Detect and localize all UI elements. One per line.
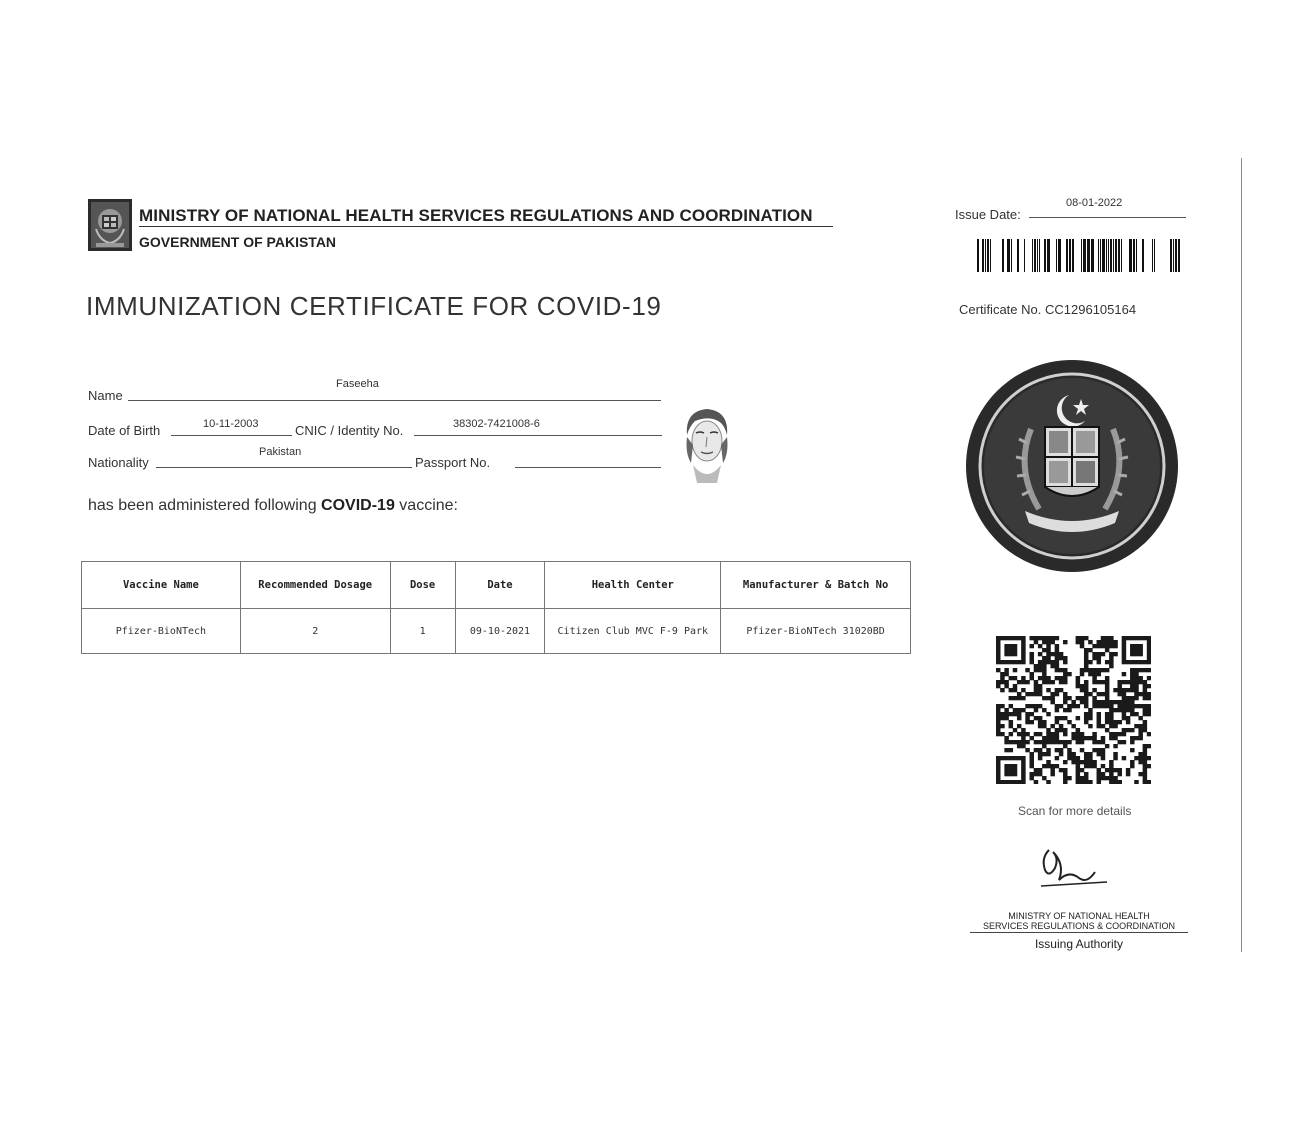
ministry-underline [139, 226, 833, 227]
qr-code [996, 636, 1151, 784]
header-manufacturer-batch: Manufacturer & Batch No [721, 562, 911, 609]
dob-value: 10-11-2003 [203, 418, 259, 430]
authority-line1: MINISTRY OF NATIONAL HEALTH [1008, 911, 1150, 921]
certificate-number [959, 302, 1136, 317]
administered-statement [88, 497, 458, 515]
certificate-title: IMMUNIZATION CERTIFICATE FOR COVID-19 [86, 291, 662, 321]
vaccine-table [81, 561, 911, 654]
nationality-value: Pakistan [259, 446, 302, 458]
barcode [977, 239, 1181, 272]
cnic-line [414, 435, 662, 436]
passport-line [515, 467, 661, 468]
government-seal [965, 359, 1179, 573]
cell-health-center: Citizen Club MVC F-9 Park [545, 609, 721, 654]
government-title: GOVERNMENT OF PAKISTAN [139, 234, 337, 250]
header-health-center: Health Center [545, 562, 721, 609]
certificate-number-value: CC1296105164 [1045, 302, 1137, 317]
authority-rule [970, 932, 1188, 933]
issue-date-line [1029, 217, 1186, 218]
dob-label: Date of Birth [88, 423, 161, 438]
name-line [128, 400, 661, 401]
cell-recommended-dosage: 2 [240, 609, 390, 654]
header-recommended-dosage: Recommended Dosage [240, 562, 390, 609]
table-row [82, 609, 911, 654]
statement-vaccine: COVID-19 [321, 497, 395, 514]
header-dose: Dose [390, 562, 455, 609]
cell-date: 09-10-2021 [455, 609, 545, 654]
statement-prefix: has been administered following [88, 497, 317, 514]
cell-vaccine-name: Pfizer-BioNTech [82, 609, 241, 654]
name-label: Name [88, 388, 123, 403]
nationality-label: Nationality [88, 455, 149, 470]
ministry-title: MINISTRY OF NATIONAL HEALTH SERVICES REGULATIONS AND COORDINATION [139, 206, 813, 225]
header-date: Date [455, 562, 545, 609]
issue-date-label: Issue Date: [955, 207, 1021, 222]
name-value: Faseeha [336, 378, 379, 390]
passport-label: Passport No. [415, 455, 491, 470]
cell-dose: 1 [390, 609, 455, 654]
emblem-icon [88, 199, 132, 251]
person-photo [681, 405, 733, 485]
dob-line [171, 435, 292, 436]
right-divider [1241, 158, 1242, 952]
header-vaccine-name: Vaccine Name [82, 562, 241, 609]
signature [1035, 844, 1113, 890]
cnic-value: 38302-7421008-6 [453, 418, 540, 430]
statement-suffix: vaccine: [399, 497, 458, 514]
authority-text [972, 911, 1186, 931]
authority-line2: SERVICES REGULATIONS & COORDINATION [982, 921, 1176, 931]
cell-manufacturer-batch: Pfizer-BioNTech 31020BD [721, 609, 911, 654]
table-header-row [82, 562, 911, 609]
issuing-authority: Issuing Authority [1034, 937, 1124, 951]
cnic-label: CNIC / Identity No. [295, 423, 404, 438]
issue-date-value: 08-01-2022 [1066, 197, 1123, 209]
nationality-line [156, 467, 412, 468]
scan-text: Scan for more details [1018, 804, 1132, 818]
certificate-number-label: Certificate No. [959, 302, 1042, 317]
